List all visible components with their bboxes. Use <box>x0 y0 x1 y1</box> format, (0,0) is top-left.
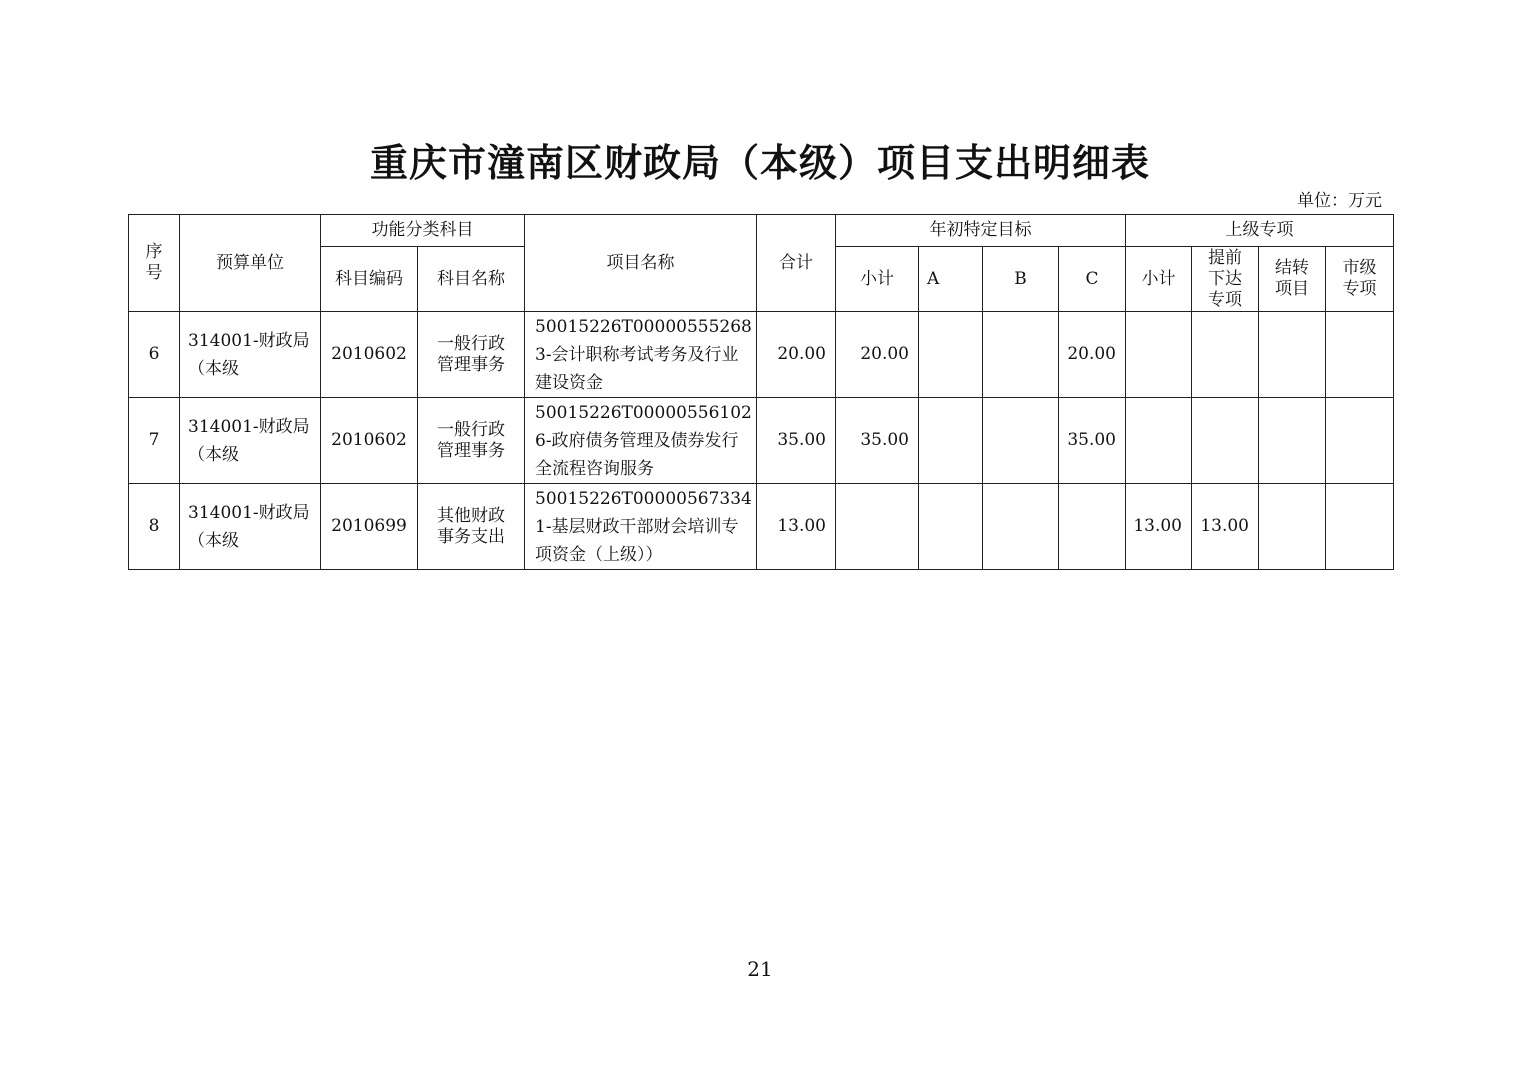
header-target-c: C <box>1059 247 1126 312</box>
cell-project: 50015226T000005561026-政府债务管理及债券发行全流程咨询服务 <box>525 398 757 484</box>
table-row <box>129 312 1394 398</box>
header-upper-group: 上级专项 <box>1126 215 1394 247</box>
cell-upper-carry <box>1259 398 1326 484</box>
header-seq: 序号 <box>129 215 180 312</box>
cell-upper-subtotal: 13.00 <box>1126 484 1192 570</box>
header-target-subtotal: 小计 <box>836 247 919 312</box>
cell-seq: 7 <box>129 398 180 484</box>
cell-target-subtotal: 20.00 <box>836 312 919 398</box>
cell-target-c <box>1059 484 1126 570</box>
cell-target-c: 35.00 <box>1059 398 1126 484</box>
cell-project: 50015226T000005552683-会计职称考试考务及行业建设资金 <box>525 312 757 398</box>
cell-total: 13.00 <box>757 484 836 570</box>
header-total: 合计 <box>757 215 836 312</box>
header-subject-name: 科目名称 <box>418 247 525 312</box>
cell-upper-advance <box>1192 398 1259 484</box>
cell-seq: 6 <box>129 312 180 398</box>
cell-code: 2010602 <box>321 398 418 484</box>
header-target-a: A <box>919 247 983 312</box>
cell-target-subtotal: 35.00 <box>836 398 919 484</box>
table-row <box>129 484 1394 570</box>
cell-code: 2010699 <box>321 484 418 570</box>
header-upper-carry: 结转项目 <box>1259 247 1326 312</box>
cell-subject-name: 一般行政管理事务 <box>418 312 525 398</box>
cell-subject-name: 其他财政事务支出 <box>418 484 525 570</box>
cell-unit: 314001-财政局（本级 <box>180 484 321 570</box>
cell-code: 2010602 <box>321 312 418 398</box>
cell-target-b <box>983 484 1059 570</box>
cell-target-a <box>919 398 983 484</box>
cell-target-a <box>919 312 983 398</box>
cell-upper-subtotal <box>1126 312 1192 398</box>
header-upper-advance: 提前下达专项 <box>1192 247 1259 312</box>
header-upper-city: 市级专项 <box>1326 247 1394 312</box>
cell-subject-name: 一般行政管理事务 <box>418 398 525 484</box>
header-target-group: 年初特定目标 <box>836 215 1126 247</box>
header-subject-code: 科目编码 <box>321 247 418 312</box>
project-expenditure-table <box>128 214 1394 570</box>
cell-upper-subtotal <box>1126 398 1192 484</box>
cell-upper-advance <box>1192 312 1259 398</box>
cell-total: 20.00 <box>757 312 836 398</box>
header-upper-subtotal: 小计 <box>1126 247 1192 312</box>
header-target-b: B <box>983 247 1059 312</box>
cell-upper-city <box>1326 484 1394 570</box>
header-budget-unit: 预算单位 <box>180 215 321 312</box>
cell-upper-city <box>1326 398 1394 484</box>
cell-upper-advance: 13.00 <box>1192 484 1259 570</box>
unit-label: 单位：万元 <box>1297 191 1382 211</box>
page-title: 重庆市潼南区财政局（本级）项目支出明细表 <box>369 140 1150 185</box>
cell-upper-carry <box>1259 484 1326 570</box>
cell-upper-carry <box>1259 312 1326 398</box>
header-row-1 <box>129 215 1394 247</box>
cell-target-subtotal <box>836 484 919 570</box>
cell-unit: 314001-财政局（本级 <box>180 312 321 398</box>
cell-target-b <box>983 398 1059 484</box>
header-func-group: 功能分类科目 <box>321 215 525 247</box>
page-number: 21 <box>747 957 773 981</box>
table-row <box>129 398 1394 484</box>
cell-target-b <box>983 312 1059 398</box>
cell-total: 35.00 <box>757 398 836 484</box>
cell-seq: 8 <box>129 484 180 570</box>
header-project-name: 项目名称 <box>525 215 757 312</box>
cell-target-a <box>919 484 983 570</box>
cell-target-c: 20.00 <box>1059 312 1126 398</box>
cell-unit: 314001-财政局（本级 <box>180 398 321 484</box>
cell-project: 50015226T000005673341-基层财政干部财会培训专项资金（上级）） <box>525 484 757 570</box>
cell-upper-city <box>1326 312 1394 398</box>
